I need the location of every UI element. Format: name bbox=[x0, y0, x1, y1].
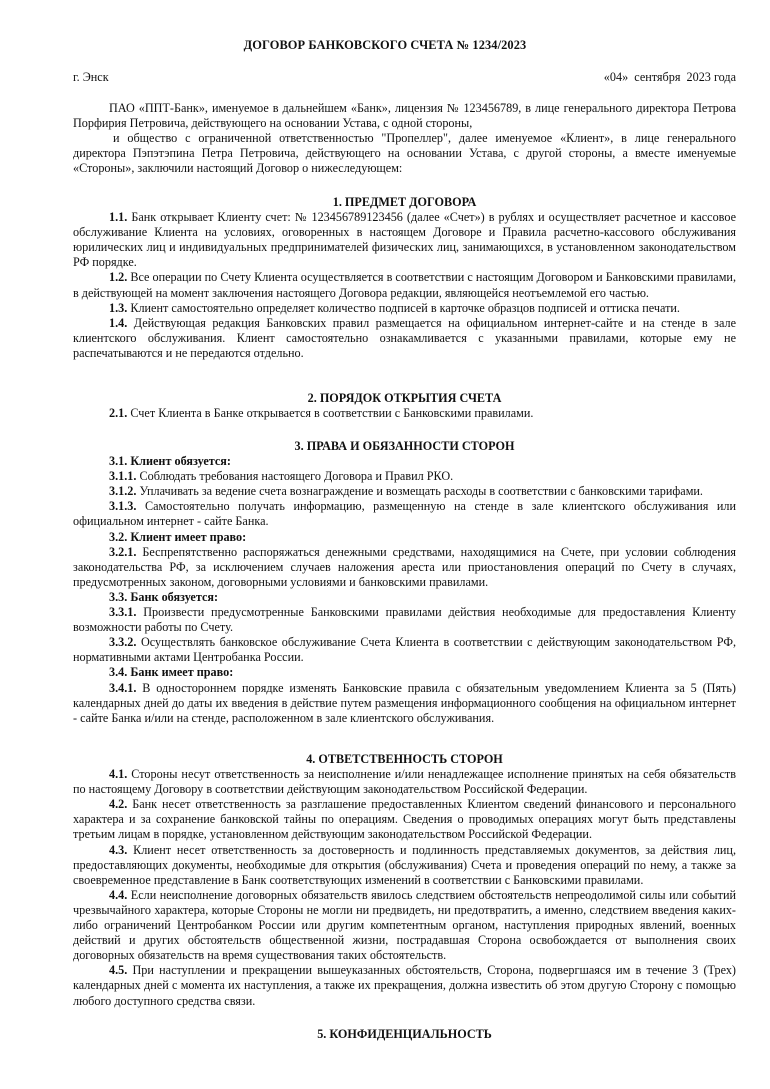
clause-4-1 bbox=[73, 767, 736, 797]
section-heading: 3. ПРАВА И ОБЯЗАННОСТИ СТОРОН bbox=[294, 439, 515, 453]
clause-text: Беспрепятственно распоряжаться денежными средствами, находящимися на Счете, при условии соблюдения законодательства РФ, за исключением случаев наложения ареста или приостановления операций по Счету в случаях, предусмотренных законом, договорными условиями и банковскими правилами. bbox=[73, 544, 736, 589]
section-4 bbox=[73, 752, 736, 1009]
clause-number: 4.5. bbox=[109, 963, 128, 978]
subsection-3-4-title: 3.4. Банк имеет право: bbox=[109, 665, 234, 680]
clause-3-2-1 bbox=[73, 545, 736, 590]
section-2 bbox=[73, 391, 736, 421]
subsection-3-3-title: 3.3. Банк обязуется: bbox=[109, 589, 219, 604]
subsection-3-1-title: 3.1. Клиент обязуется: bbox=[109, 454, 231, 469]
clause-number: 1.2. bbox=[109, 270, 128, 285]
clause-text: Уплачивать за ведение счета вознаграждение и возмещать расходы в соответствии с банковскими тарифами. bbox=[136, 484, 703, 499]
clause-number: 4.3. bbox=[109, 842, 128, 857]
clause-text: Клиент самостоятельно определяет количество подписей в карточке образцов подписей и оттиска печати. bbox=[127, 300, 680, 315]
clause-number: 1.4. bbox=[109, 315, 128, 330]
clause-number: 1.1. bbox=[109, 210, 128, 225]
clause-3-4-1 bbox=[73, 681, 736, 726]
preamble-bank: ПАО «ППТ-Банк», именуемое в дальнейшем «Банк», лицензия № 123456789, в лице генерального директора Петрова Порфирия Петровича, действующего на основании Устава, с одной стороны, bbox=[73, 101, 736, 131]
clause-1-2 bbox=[73, 270, 736, 300]
preamble bbox=[73, 101, 736, 176]
clause-number: 3.1.2. bbox=[109, 484, 137, 499]
section-heading: 5. КОНФИДЕНЦИАЛЬНОСТЬ bbox=[317, 1027, 492, 1041]
clause-number: 4.4. bbox=[109, 887, 128, 902]
clause-text: Все операции по Счету Клиента осуществляется в соответствии с настоящим Договором и Банковскими правилами, в действующей на момент заключения настоящего Договора редакции, являющейся неотъемлемой его частью. bbox=[73, 270, 736, 300]
clause-number: 3.1.1. bbox=[109, 469, 137, 484]
clause-number: 3.3.1. bbox=[109, 605, 137, 620]
section-heading: 2. ПОРЯДОК ОТКРЫТИЯ СЧЕТА bbox=[307, 391, 502, 405]
clause-text: Действующая редакция Банковских правил размещается на официальном интернет-сайте и на стенде в зале клиентского обслуживания. Клиент самостоятельно ознакамливается с указанными правилами, которые ему не распечатываются и не передаются отдельно. bbox=[73, 315, 736, 360]
clause-3-3-2 bbox=[73, 635, 736, 665]
clause-number: 3.4.1. bbox=[109, 680, 137, 695]
clause-4-3 bbox=[73, 843, 736, 888]
clause-number: 3.3.2. bbox=[109, 635, 137, 650]
clause-4-4 bbox=[73, 888, 736, 963]
clause-number: 3.1.3. bbox=[109, 499, 137, 514]
clause-number: 4.2. bbox=[109, 797, 128, 812]
clause-text: Соблюдать требования настоящего Договора и Правил РКО. bbox=[136, 469, 454, 484]
section-1 bbox=[73, 195, 736, 361]
clause-4-2 bbox=[73, 797, 736, 842]
clause-text: В одностороннем порядке изменять Банковские правила с обязательным уведомлением Клиента за 5 (Пять) календарных дней до даты их введения в действие путем размещения информационного сообщения на официальном интернет - сайте Банка и/или на стенде, расположенном в зале клиентского обслуживания. bbox=[73, 680, 736, 725]
clause-text: Осуществлять банковское обслуживание Счета Клиента в соответствии с действующим законодательством РФ, нормативными актами Центробанка России. bbox=[73, 635, 736, 665]
section-heading: 1. ПРЕДМЕТ ДОГОВОРА bbox=[332, 195, 477, 209]
clause-number: 3.2.1. bbox=[109, 544, 137, 559]
clause-text: При наступлении и прекращении вышеуказанных обстоятельств, Сторона, подвергшаяся им в течение 3 (Трех) календарных дней с момента их наступления, а также их прекращения, должна известить об этом другую Сторону с помощью любого доступного средства связи. bbox=[73, 963, 736, 1008]
clause-3-1-1 bbox=[73, 469, 736, 484]
clause-3-3-1 bbox=[73, 605, 736, 635]
subsection-3-2-title: 3.2. Клиент имеет право: bbox=[109, 529, 247, 544]
clause-text: Клиент несет ответственность за достоверность и подлинность представляемых документов, за действия лиц, предоставляющих документы, необходимые для открытия (обслуживания) Счета и проведения операций по нему, а также за своевременное представление в Банк соответствующих изменений в соответствии с Банковскими правилами. bbox=[73, 842, 736, 887]
clause-text: Если неисполнение договорных обязательств явилось следствием обстоятельств непреодолимой силы или событий чрезвычайного характера, которые Стороны не могли ни предвидеть, ни предотвратить, а именно, следствием введения каких-либо ограничений Центробанком России или другим компетентным органом, наступления природных явлений, военных действий и других обстоятельств общественной жизни, пострадавшая Сторона освобождается от выполнения своих договорных обязательств на время существования таких обстоятельств. bbox=[73, 887, 736, 963]
clause-text: Самостоятельно получать информацию, размещенную на стенде в зале клиентского обслуживания или официальном интернет - сайте Банка. bbox=[73, 499, 736, 529]
clause-text: Банк открывает Клиенту счет: № 123456789123456 (далее «Счет») в рублях и осуществляет расчетное и кассовое обслуживание Клиента на условиях, оговоренных в настоящем Договоре и Правила расчетно-кассового обслуживания юрилических лиц и индивидуальных предпринимателей физических лиц, занимающихся, в установленном законодательством РФ порядке. bbox=[73, 210, 736, 270]
clause-1-1 bbox=[73, 210, 736, 270]
clause-text: Счет Клиента в Банке открывается в соответствии с Банковскими правилами. bbox=[127, 406, 534, 421]
clause-4-5 bbox=[73, 963, 736, 1008]
clause-text: Произвести предусмотренные Банковскими правилами действия необходимые для предоставления Клиенту возможности работы по Счету. bbox=[73, 605, 736, 635]
city: г. Энск bbox=[73, 70, 109, 84]
contract-date: «04» сентября 2023 года bbox=[603, 70, 736, 84]
clause-text: Банк несет ответственность за разглашение предоставленных Клиентом сведений финансового и персонального характера и за сохранение банковской тайны по операциям. Сведения о проводимых операциях могут быть представлены третьим лицам в порядке, установленном действующим законодательством Российской Федерации. bbox=[73, 797, 736, 842]
clause-2-1 bbox=[73, 406, 736, 421]
clause-number: 4.1. bbox=[109, 767, 128, 782]
clause-3-1-3 bbox=[73, 499, 736, 529]
clause-1-4 bbox=[73, 316, 736, 361]
section-3 bbox=[73, 439, 736, 726]
clause-number: 1.3. bbox=[109, 300, 128, 315]
section-heading: 4. ОТВЕТСТВЕННОСТЬ СТОРОН bbox=[306, 752, 503, 766]
preamble-client: и общество с ограниченной ответственностью "Пропеллер", далее именуемое «Клиент», в лице генерального директора Пэпэтэпина Петра Петровича, действующего на основании Устава, с другой стороны, а вместе именуемые «Стороны», заключили настоящий Договор о нижеследующем: bbox=[73, 131, 736, 176]
section-5 bbox=[73, 1027, 736, 1042]
clause-1-3 bbox=[73, 301, 736, 316]
document-title: ДОГОВОР БАНКОВСКОГО СЧЕТА № 1234/2023 bbox=[243, 38, 527, 52]
clause-3-1-2 bbox=[73, 484, 736, 499]
clause-text: Стороны несут ответственность за неисполнение и/или ненадлежащее исполнение принятых на себя обязательств по настоящему Договору в соответствии действующим законодательством Российской Федерации. bbox=[73, 767, 736, 797]
clause-number: 2.1. bbox=[109, 406, 128, 421]
